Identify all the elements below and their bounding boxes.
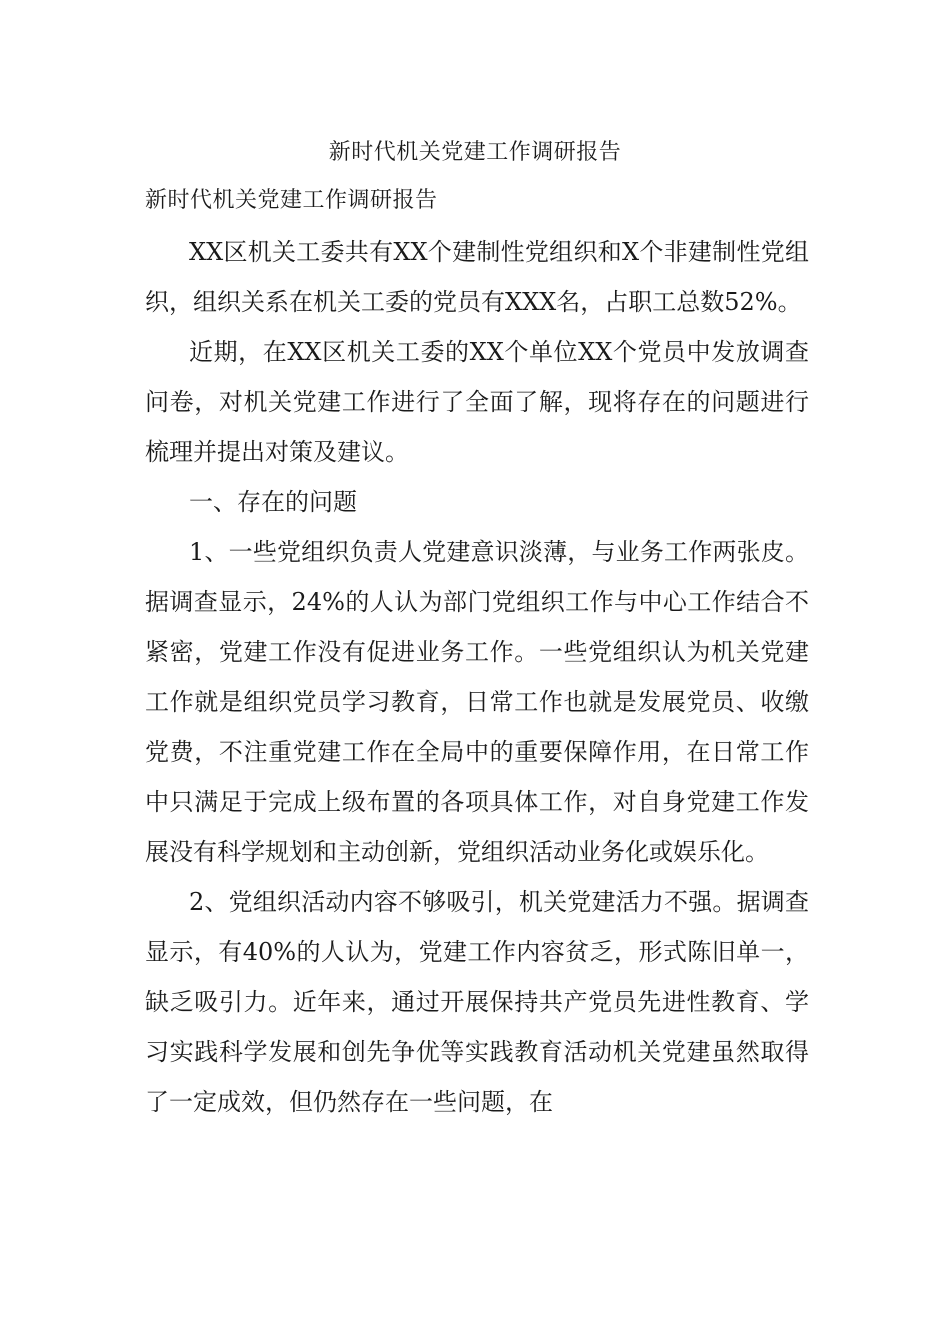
paragraph-problem-2: 2、党组织活动内容不够吸引，机关党建活力不强。据调查显示，有40%的人认为，党建工作内容贫乏，形式陈旧单一，缺乏吸引力。近年来，通过开展保持共产党员先进性教育、学习实践科学发展和创先争优等实践教育活动机关党建虽然取得了一定成效，但仍然存在一些问题，在: [145, 888, 809, 1116]
paragraph-problem-1: 1、一些党组织负责人党建意识淡薄，与业务工作两张皮。据调查显示，24%的人认为部门党组织工作与中心工作结合不紧密，党建工作没有促进业务工作。一些党组织认为机关党建工作就是组织党员学习教育，日常工作也就是发展党员、收缴党费，不注重党建工作在全局中的重要保障作用，在日常工作中只满足于完成上级布置的各项具体工作，对自身党建工作发展没有科学规划和主动创新，党组织活动业务化或娱乐化。: [145, 538, 809, 866]
document-subtitle: 新时代机关党建工作调研报告: [145, 188, 438, 213]
document-body: [145, 227, 809, 1127]
paragraph-overview: XX区机关工委共有XX个建制性党组织和X个非建制性党组织，组织关系在机关工委的党员有XXX名，占职工总数52%。: [145, 238, 809, 316]
document-title: 新时代机关党建工作调研报告: [328, 140, 622, 165]
paragraph-survey: 近期，在XX区机关工委的XX个单位XX个党员中发放调查问卷，对机关党建工作进行了全面了解，现将存在的问题进行梳理并提出对策及建议。: [145, 338, 809, 466]
section-heading-problems: 一、存在的问题: [189, 488, 357, 516]
